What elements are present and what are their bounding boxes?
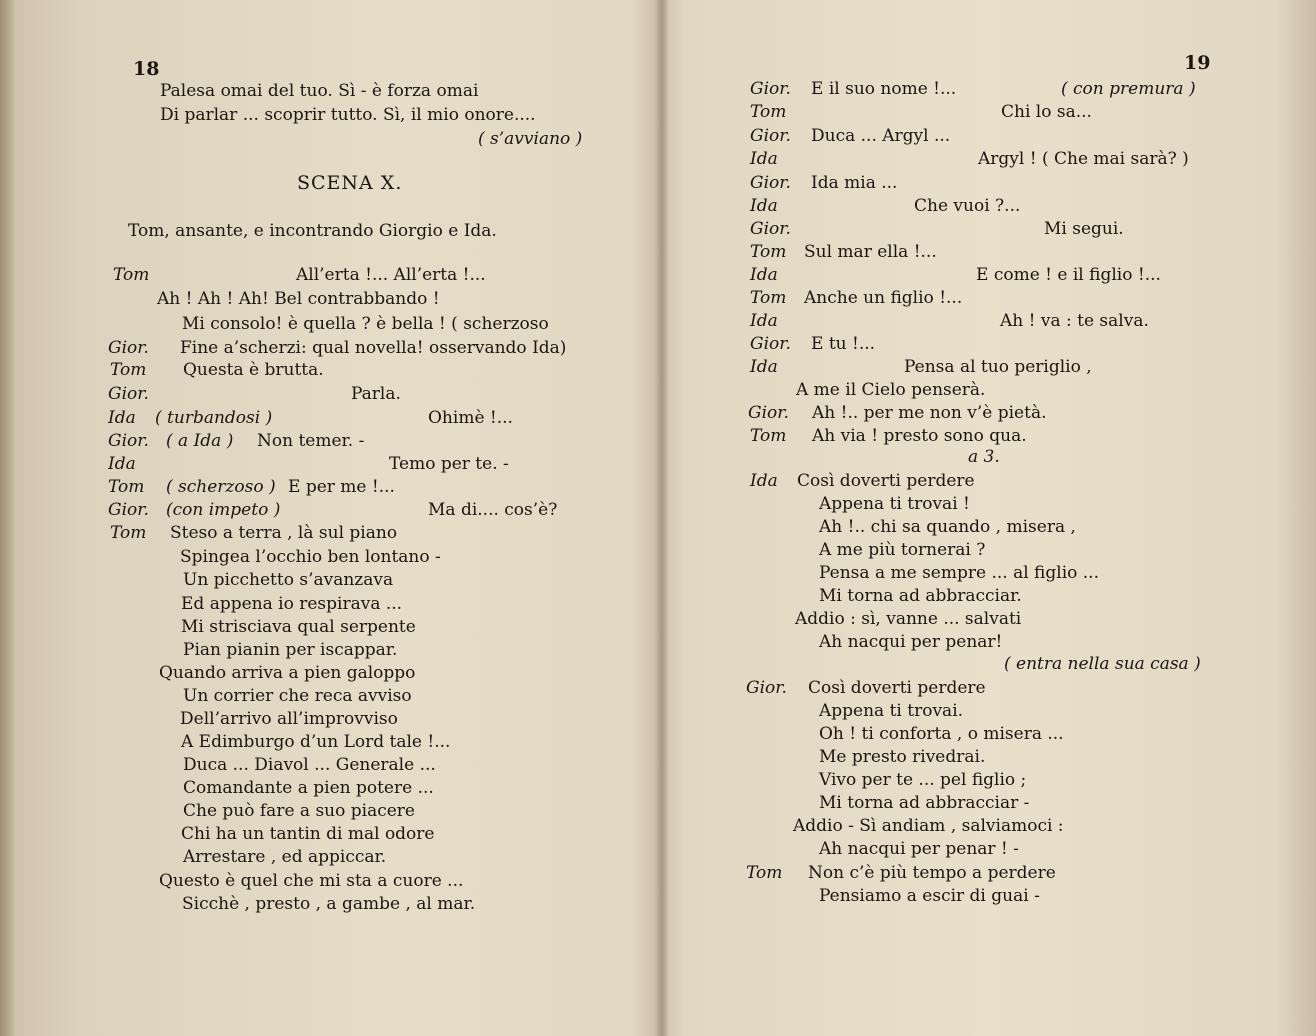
verse-line: Sicchè , presto , a gambe , al mar. [182, 894, 476, 914]
text-line: Temo per te. - [389, 454, 509, 474]
verse-line: Me presto rivedrai. [819, 747, 986, 767]
stage-direction: ( scherzoso ) [166, 477, 276, 497]
text-line: Ma di.... cos’è? [428, 500, 558, 520]
verse-line: Vivo per te ... pel figlio ; [819, 770, 1027, 790]
stage-direction: ( entra nella sua casa ) [1004, 654, 1201, 674]
text-line: Che vuoi ?... [914, 196, 1021, 216]
verse-line: Spingea l’occhio ben lontano - [180, 547, 441, 567]
text-line: Palesa omai del tuo. Sì - è forza omai [160, 81, 479, 101]
text-line: All’erta !... All’erta !... [296, 265, 486, 285]
speaker: Gior. [108, 431, 149, 451]
text-line: Di parlar ... scoprir tutto. Sì, il mio onore.... [160, 105, 536, 125]
verse-line: Ah nacqui per penar ! - [819, 839, 1019, 859]
verse-line: Ah !.. chi sa quando , misera , [819, 517, 1076, 537]
speaker: Ida [750, 357, 778, 377]
text-line: Pensa al tuo periglio , [904, 357, 1092, 377]
text-line: Non temer. - [257, 431, 365, 451]
verse-line: Così doverti perdere [797, 471, 975, 491]
page-number: 19 [1184, 52, 1211, 74]
speaker: Ida [750, 196, 778, 216]
verse-line: Pian pianin per iscappar. [183, 640, 398, 660]
speaker: Ida [750, 311, 778, 331]
speaker: Ida [108, 454, 136, 474]
text-line: Chi lo sa... [1001, 102, 1092, 122]
verse-line: Mi torna ad abbracciar. [819, 586, 1022, 606]
text-line: Ida mia ... [811, 173, 898, 193]
speaker: Gior. [750, 79, 791, 99]
speaker: Gior. [108, 338, 149, 358]
text-line: Steso a terra , là sul piano [170, 523, 398, 543]
verse-line: Comandante a pien potere ... [183, 778, 434, 798]
speaker: Tom [113, 265, 150, 285]
text-line: Mi segui. [1044, 219, 1124, 239]
verse-line: Un picchetto s’avanzava [183, 570, 394, 590]
text-line: Sul mar ella !... [804, 242, 937, 262]
speaker: Tom [750, 288, 787, 308]
speaker: Gior. [750, 173, 791, 193]
speaker: Tom [746, 863, 783, 883]
verse-line: Ed appena io respirava ... [181, 594, 403, 614]
verse-line: Appena ti trovai. [819, 701, 964, 721]
speaker: Gior. [750, 126, 791, 146]
text-line: Ah !.. per me non v’è pietà. [812, 403, 1047, 423]
speaker: Gior. [750, 219, 791, 239]
speaker: Tom [108, 477, 145, 497]
scene-heading: SCENA X. [297, 172, 403, 194]
left-page [0, 0, 656, 1036]
text-line: Duca ... Argyl ... [811, 126, 951, 146]
verse-line: Mi torna ad abbracciar - [819, 793, 1030, 813]
text-line: Ah ! va : te salva. [1000, 311, 1149, 331]
speaker: Ida [750, 471, 778, 491]
verse-line: A Edimburgo d’un Lord tale !... [181, 732, 451, 752]
verse-line: Mi strisciava qual serpente [181, 617, 416, 637]
verse-line: Così doverti perdere [808, 678, 986, 698]
speaker: Tom [110, 523, 147, 543]
speaker: Ida [750, 265, 778, 285]
verse-line: Dell’arrivo all’improvviso [180, 709, 398, 729]
text-line: Ah via ! presto sono qua. [812, 426, 1027, 446]
text-line: Ah ! Ah ! Ah! Bel contrabbando ! [157, 289, 440, 309]
speaker: Ida [750, 149, 778, 169]
verse-line: Oh ! ti conforta , o misera ... [819, 724, 1064, 744]
right-page [666, 0, 1316, 1036]
speaker: Tom [750, 426, 787, 446]
text-line: E per me !... [288, 477, 395, 497]
verse-line: A me più tornerai ? [819, 540, 986, 560]
verse-line: Duca ... Diavol ... Generale ... [183, 755, 436, 775]
speaker: Gior. [108, 384, 149, 404]
text-line: A me il Cielo penserà. [796, 380, 986, 400]
stage-direction: ( a Ida ) [166, 431, 234, 451]
verse-line: Che può fare a suo piacere [183, 801, 415, 821]
text-line: Ohimè !... [428, 408, 513, 428]
text-line: Mi consolo! è quella ? è bella ! ( scherzoso [182, 314, 549, 334]
verse-line: Pensa a me sempre ... al figlio ... [819, 563, 1099, 583]
stage-direction: ( s’avviano ) [478, 129, 583, 149]
speaker: Gior. [750, 334, 791, 354]
speaker: Gior. [108, 500, 149, 520]
ensemble-heading: a 3. [968, 447, 1000, 467]
verse-line: Addio - Sì andiam , salviamoci : [793, 816, 1064, 836]
text-line: Anche un figlio !... [804, 288, 963, 308]
stage-direction: ( con premura ) [1061, 79, 1196, 99]
speaker: Gior. [746, 678, 787, 698]
speaker: Tom [110, 360, 147, 380]
stage-direction: ( turbandosi ) [155, 408, 273, 428]
text-line: Argyl ! ( Che mai sarà? ) [978, 149, 1189, 169]
verse-line: Un corrier che reca avviso [183, 686, 412, 706]
text-line: E tu !... [811, 334, 876, 354]
verse-line: Non c’è più tempo a perdere [808, 863, 1056, 883]
verse-line: Questo è quel che mi sta a cuore ... [159, 871, 464, 891]
verse-line: Chi ha un tantin di mal odore [181, 824, 435, 844]
text-line: E come ! e il figlio !... [976, 265, 1161, 285]
verse-line: Ah nacqui per penar! [819, 632, 1003, 652]
speaker: Tom [750, 102, 787, 122]
stage-direction: (con impeto ) [166, 500, 281, 520]
verse-line: Addio : sì, vanne ... salvati [795, 609, 1022, 629]
text-line: E il suo nome !... [811, 79, 957, 99]
text-line: Parla. [351, 384, 401, 404]
text-line: Fine a’scherzi: qual novella! osservando Ida) [180, 338, 567, 358]
scene-cast: Tom, ansante, e incontrando Giorgio e Ida. [128, 221, 497, 241]
verse-line: Arrestare , ed appiccar. [183, 847, 387, 867]
verse-line: Pensiamo a escir di guai - [819, 886, 1040, 906]
text-line: Questa è brutta. [183, 360, 324, 380]
verse-line: Appena ti trovai ! [819, 494, 970, 514]
speaker: Ida [108, 408, 136, 428]
verse-line: Quando arriva a pien galoppo [159, 663, 416, 683]
page-number: 18 [133, 58, 160, 80]
speaker: Gior. [748, 403, 789, 423]
speaker: Tom [750, 242, 787, 262]
